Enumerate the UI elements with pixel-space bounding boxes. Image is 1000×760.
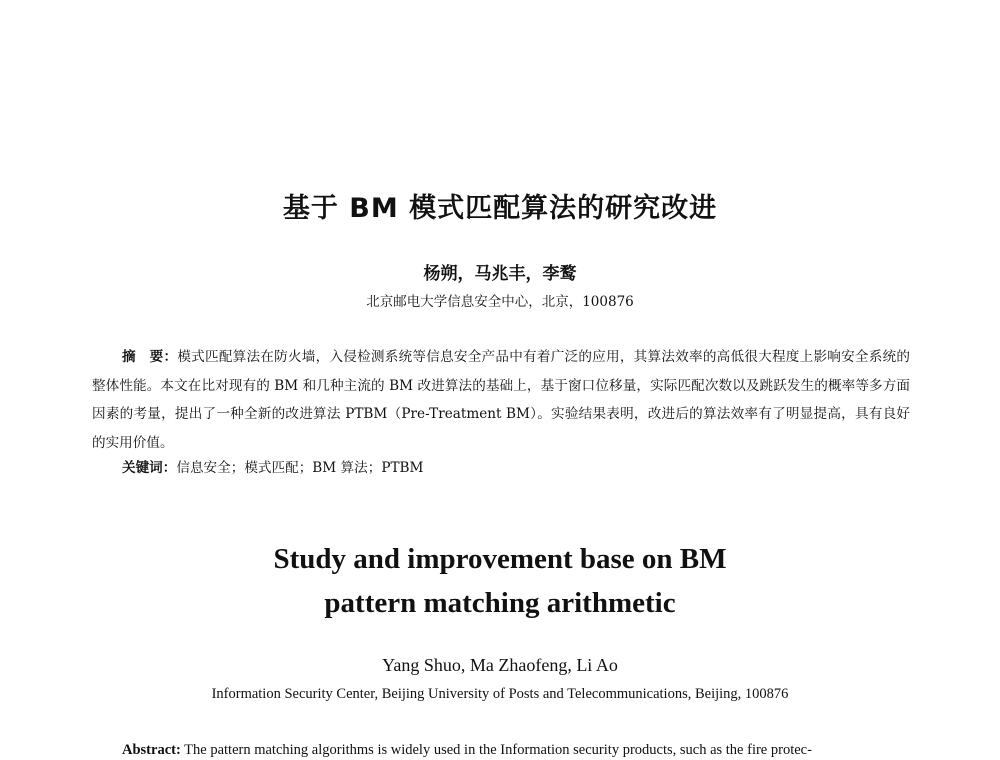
chinese-title: 基于 BM 模式匹配算法的研究改进 (282, 193, 718, 224)
english-abstract-label: Abstract: (122, 742, 181, 758)
chinese-keywords (122, 457, 910, 479)
english-title (0, 537, 1000, 625)
english-title-line-1: Study and improvement base on BM (273, 543, 727, 575)
chinese-keywords-text: 信息安全；模式匹配；BM 算法；PTBM (176, 460, 424, 476)
english-title-line-2: pattern matching arithmetic (324, 587, 676, 619)
english-affiliation: Information Security Center, Beijing University of Posts and Telecommunications, Beijing, 100876 (211, 686, 789, 702)
chinese-authors: 杨朔，马兆丰，李鹜 (423, 264, 577, 284)
english-abstract (122, 740, 910, 760)
chinese-affiliation: 北京邮电大学信息安全中心，北京，100876 (366, 294, 634, 310)
chinese-abstract-text: 模式匹配算法在防火墙，入侵检测系统等信息安全产品中有着广泛的应用，其算法效率的高低很大程度上影响安全系统的整体性能。本文在比对现有的 BM 和几种主流的 BM 改进算法的基础上，基于窗口位移量，实际匹配次数以及跳跃发生的概率等多方面因素的考量，提出了一种全新的改进算法 PTBM（Pre-Treatment BM）。实验结果表明，改进后的算法效率有了明显提高，具有良好的实用价值。 (92, 349, 911, 451)
english-authors: Yang Shuo, Ma Zhaofeng, Li Ao (382, 655, 618, 675)
chinese-abstract-label: 摘 要： (122, 349, 178, 365)
chinese-keywords-label: 关键词： (122, 460, 177, 476)
chinese-abstract (92, 343, 910, 457)
english-abstract-text: The pattern matching algorithms is widely used in the Information security products, such as the fire protec- (184, 742, 812, 758)
